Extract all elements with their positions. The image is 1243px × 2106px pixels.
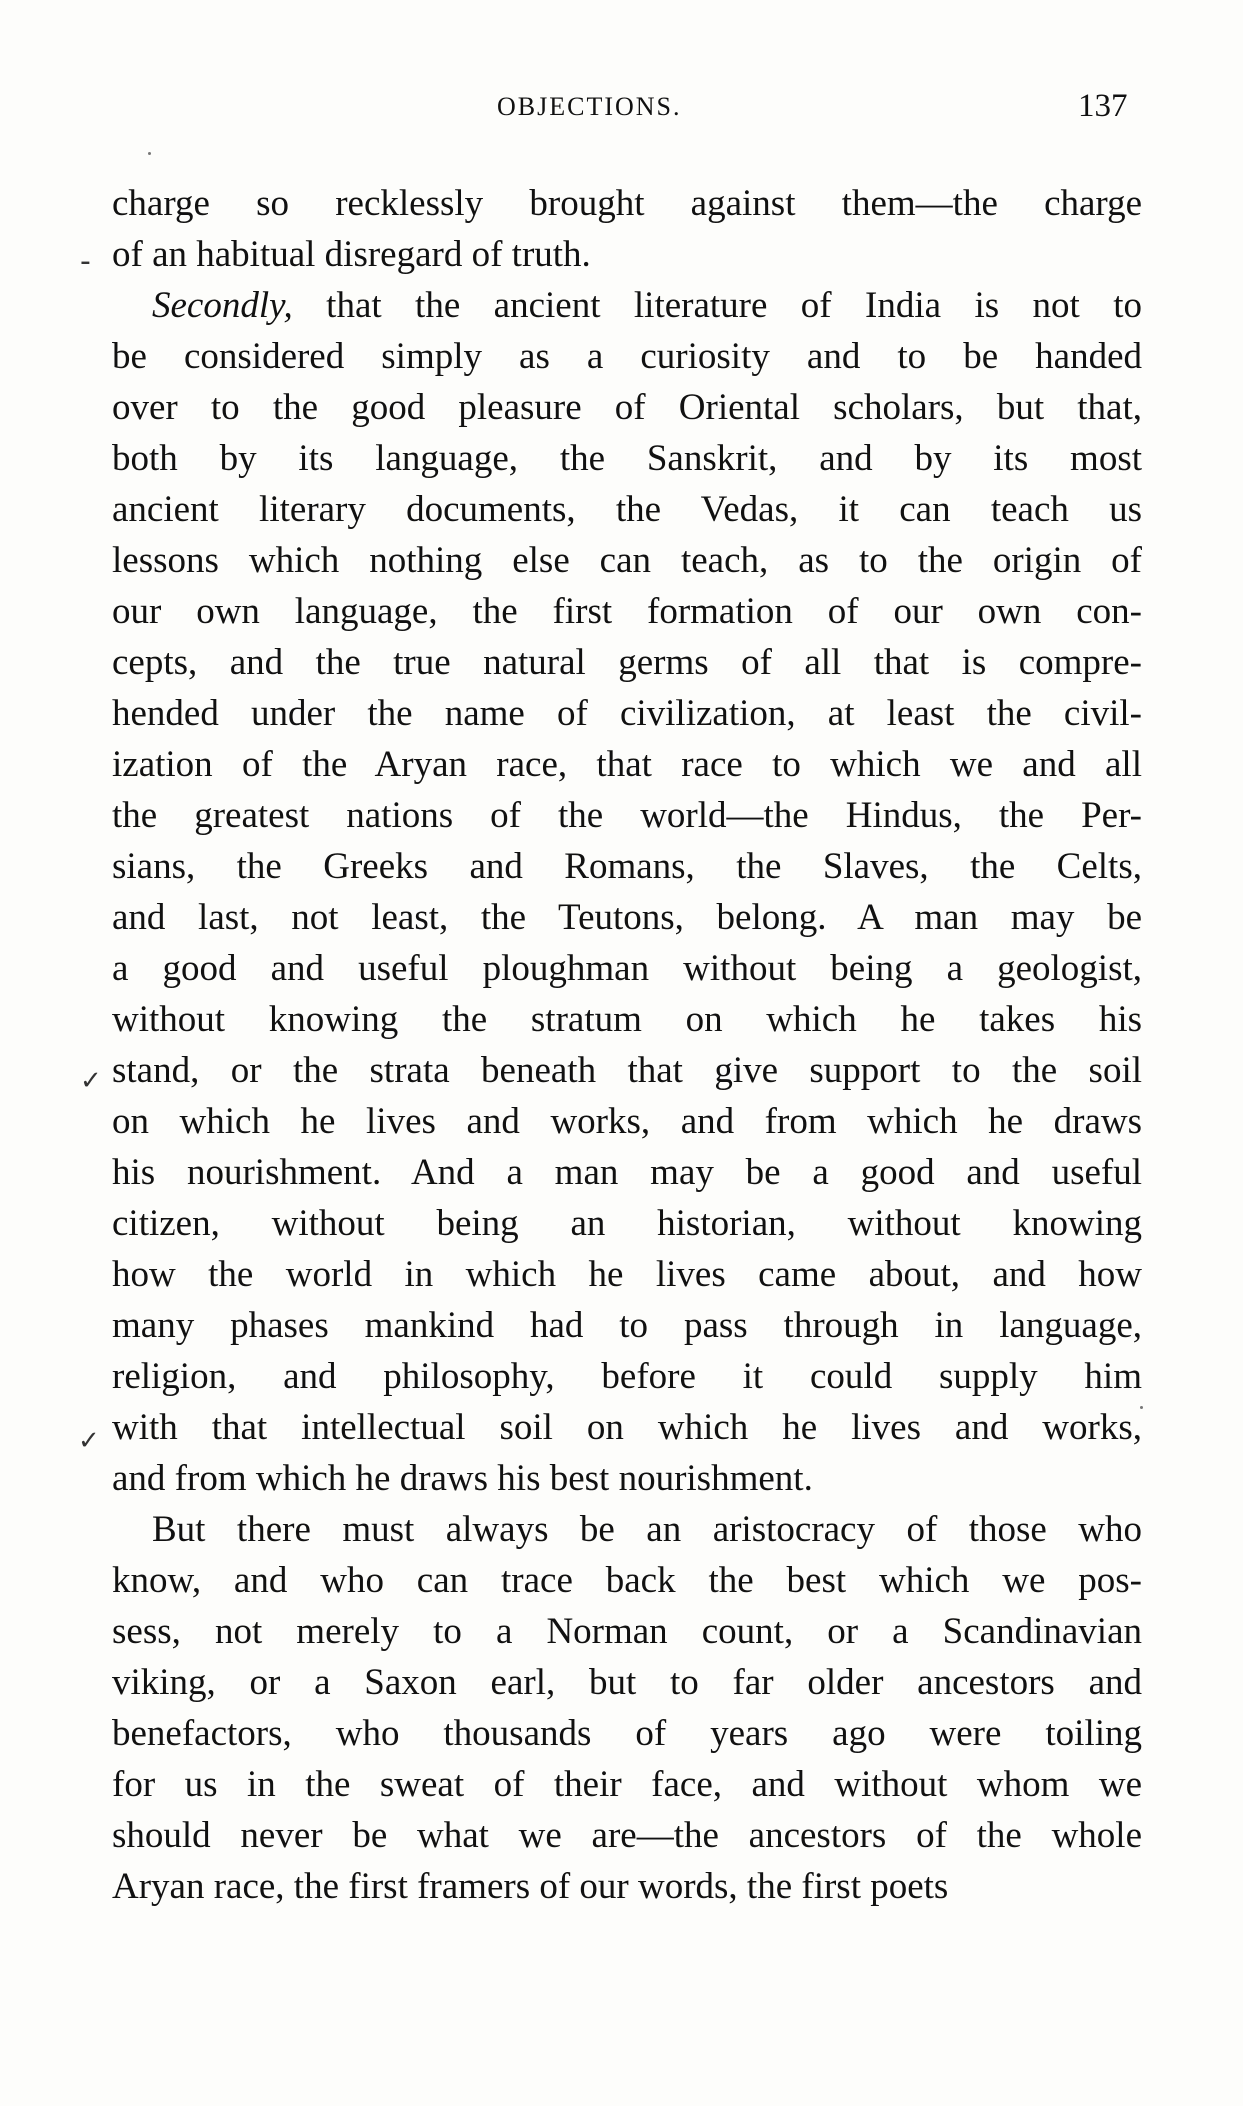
text-line: viking, or a Saxon earl, but to far older ancestors and bbox=[112, 1662, 1142, 1703]
text-line: his nourishment. And a man may be a good and useful bbox=[112, 1152, 1142, 1193]
text-line: our own language, the first formation of our own con- bbox=[112, 591, 1142, 632]
text-line: Aryan race, the first framers of our words, the first poets bbox=[112, 1866, 949, 1907]
page-number: 137 bbox=[1078, 88, 1128, 124]
running-title: OBJECTIONS. bbox=[497, 92, 682, 121]
text-line: how the world in which he lives came about, and how bbox=[112, 1254, 1142, 1295]
text-run: that the ancient literature of India is not to bbox=[292, 285, 1142, 326]
text-line: for us in the sweat of their face, and without whom we bbox=[112, 1764, 1142, 1805]
text-line: both by its language, the Sanskrit, and by its most bbox=[112, 438, 1142, 479]
ink-speck bbox=[148, 152, 151, 155]
margin-check-mark: ✓ bbox=[80, 1066, 102, 1096]
text-line: and last, not least, the Teutons, belong. A man may be bbox=[112, 897, 1142, 938]
text-line: know, and who can trace back the best which we pos- bbox=[112, 1560, 1142, 1601]
margin-check-mark: ✓ bbox=[78, 1426, 100, 1456]
text-line: charge so recklessly brought against them—the charge bbox=[112, 183, 1142, 224]
text-line: be considered simply as a curiosity and to be handed bbox=[112, 336, 1142, 377]
text-line: of an habitual disregard of truth. bbox=[112, 234, 591, 275]
text-line: without knowing the stratum on which he takes his bbox=[112, 999, 1142, 1040]
text-line: with that intellectual soil on which he lives and works, bbox=[112, 1407, 1142, 1448]
text-line: on which he lives and works, and from which he draws bbox=[112, 1101, 1142, 1142]
text-line: religion, and philosophy, before it could supply him bbox=[112, 1356, 1142, 1397]
text-line: over to the good pleasure of Oriental scholars, but that, bbox=[112, 387, 1142, 428]
text-line: and from which he draws his best nourishment. bbox=[112, 1458, 813, 1499]
text-line: many phases mankind had to pass through in language, bbox=[112, 1305, 1142, 1346]
text-line: should never be what we are—the ancestors of the whole bbox=[112, 1815, 1142, 1856]
running-head bbox=[0, 88, 1243, 128]
paragraph-first-line bbox=[112, 280, 1142, 331]
text-line: sians, the Greeks and Romans, the Slaves, the Celts, bbox=[112, 846, 1142, 887]
text-line: stand, or the strata beneath that give support to the soil bbox=[112, 1050, 1142, 1091]
text-line: hended under the name of civilization, at least the civil- bbox=[112, 693, 1142, 734]
text-line: lessons which nothing else can teach, as to the origin of bbox=[112, 540, 1142, 581]
text-line: citizen, without being an historian, without knowing bbox=[112, 1203, 1142, 1244]
text-line: a good and useful ploughman without being a geologist, bbox=[112, 948, 1142, 989]
emphasis: Secondly, bbox=[152, 285, 293, 326]
text-line: cepts, and the true natural germs of all that is compre- bbox=[112, 642, 1142, 683]
text-line: the greatest nations of the world—the Hindus, the Per- bbox=[112, 795, 1142, 836]
margin-dash-mark: - bbox=[80, 244, 91, 279]
paragraph-first-line: But there must always be an aristocracy of those who bbox=[152, 1509, 1142, 1550]
text-line: sess, not merely to a Norman count, or a Scandinavian bbox=[112, 1611, 1142, 1652]
body-text bbox=[112, 178, 1142, 1912]
text-line: ancient literary documents, the Vedas, it can teach us bbox=[112, 489, 1142, 530]
text-line: benefactors, who thousands of years ago were toiling bbox=[112, 1713, 1142, 1754]
text-line: ization of the Aryan race, that race to which we and all bbox=[112, 744, 1142, 785]
